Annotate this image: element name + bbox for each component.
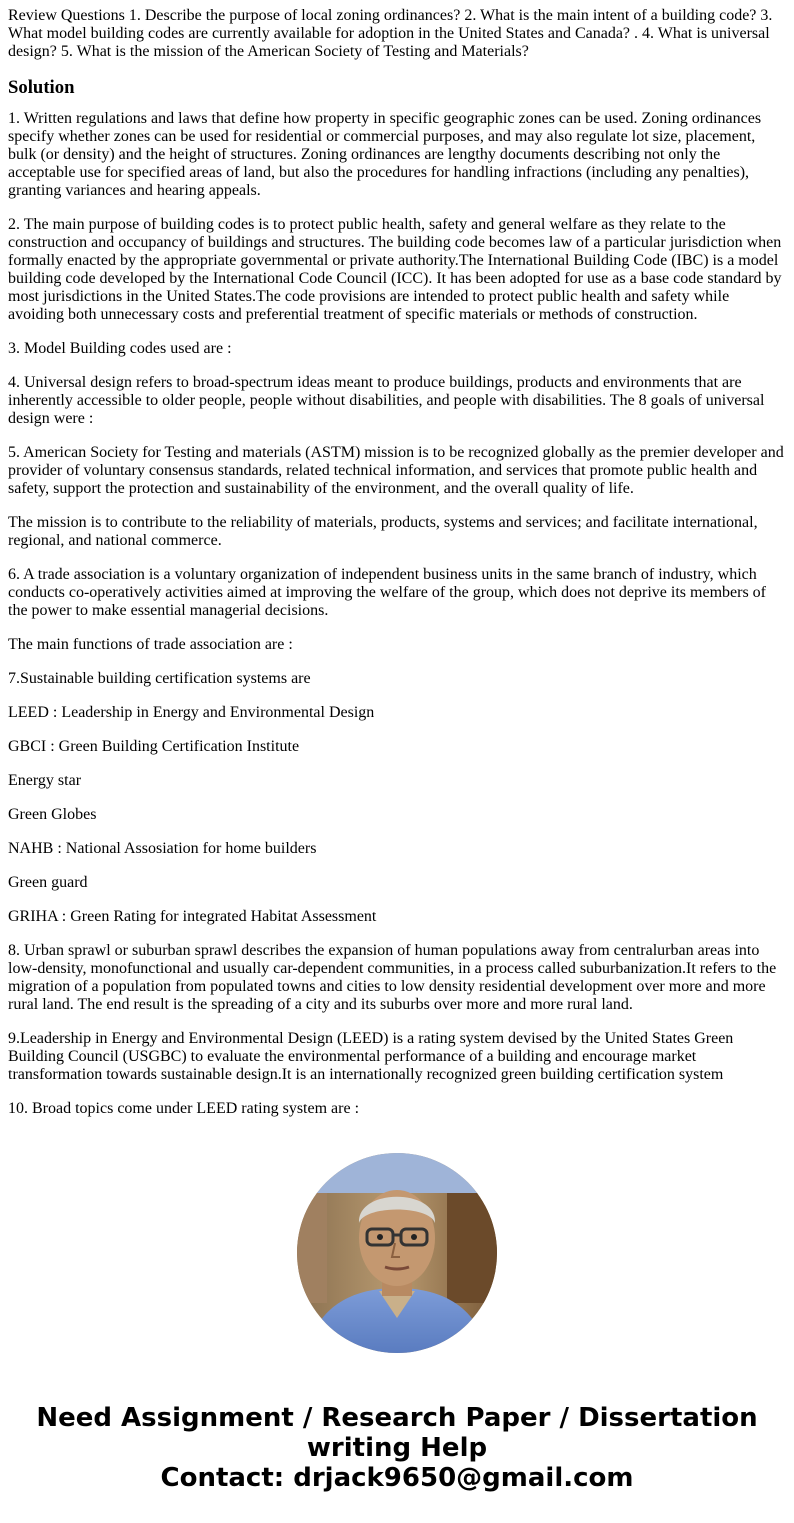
document-body bbox=[8, 7, 786, 1121]
answer-paragraph: 10. Broad topics come under LEED rating system are : bbox=[8, 1100, 360, 1117]
answer-paragraph: 9.Leadership in Energy and Environmental Design (LEED) is a rating system devised by the United States Green Building Council (USGBC) to evaluate the environmental performance of a building and encourage market transformation towards sustainable design.It is an internationally recognized green building certification system bbox=[8, 1030, 734, 1083]
answer-paragraph: The main functions of trade association are : bbox=[8, 636, 293, 653]
answer-paragraph: 8. Urban sprawl or suburban sprawl describes the expansion of human populations away from centralurban areas into low-density, monofunctional and usually car-dependent communities, in a process called suburbanization.It refers to the migration of a population from populated towns and cities to low density residential development over more and more rural land. The end result is the spreading of a city and its suburbs over more and more rural land. bbox=[8, 942, 777, 1013]
promo-footer bbox=[0, 1403, 794, 1493]
answer-paragraph: 2. The main purpose of building codes is to protect public health, safety and general welfare as they relate to the construction and occupancy of buildings and structures. The building code becomes law of a particular jurisdiction when formally enacted by the appropriate governmental or private authority.The International Building Code (IBC) is a model building code developed by the International Code Council (ICC). It has been adopted for use as a base code standard by most jurisdictions in the United States.The code provisions are intended to protect public health and safety while avoiding both unnecessary costs and preferential treatment of specific materials or methods of construction. bbox=[8, 216, 782, 323]
certification-item: GRIHA : Green Rating for integrated Habitat Assessment bbox=[8, 908, 377, 925]
answer-paragraph: 6. A trade association is a voluntary organization of independent business units in the same branch of industry, which conducts co-operatively activities aimed at improving the welfare of the group, which does not deprive its members of the power to make essential managerial decisions. bbox=[8, 566, 766, 619]
contact-email: Contact: drjack9650@gmail.com bbox=[160, 1463, 634, 1493]
answer-paragraph: 7.Sustainable building certification systems are bbox=[8, 670, 311, 687]
answer-paragraph: 3. Model Building codes used are : bbox=[8, 340, 232, 357]
solution-heading: Solution bbox=[8, 77, 75, 98]
certification-item: NAHB : National Assosiation for home builders bbox=[8, 840, 317, 857]
promo-line-2: writing Help bbox=[306, 1433, 488, 1463]
author-avatar bbox=[297, 1153, 497, 1353]
answer-paragraph: 5. American Society for Testing and materials (ASTM) mission is to be recognized globally as the premier developer and provider of voluntary consensus standards, related technical information, and services that promote public health and safety, support the protection and sustainability of the environment, and the overall quality of life. bbox=[8, 444, 784, 497]
portrait-image bbox=[297, 1153, 497, 1353]
answer-paragraph: 4. Universal design refers to broad-spectrum ideas meant to produce buildings, products and environments that are inherently accessible to older people, people without disabilities, and people with disabilities. The 8 goals of universal design were : bbox=[8, 374, 765, 427]
question-text: Review Questions 1. Describe the purpose of local zoning ordinances? 2. What is the main intent of a building code? 3. What model building codes are currently available for adoption in the United States and Canada? . 4. What is universal design? 5. What is the mission of the American Society of Testing and Materials? bbox=[8, 7, 773, 60]
certification-item: Green Globes bbox=[8, 806, 97, 823]
answer-paragraph: The mission is to contribute to the reliability of materials, products, systems and services; and facilitate international, regional, and national commerce. bbox=[8, 514, 758, 549]
certification-item: Green guard bbox=[8, 874, 88, 891]
answer-paragraph: 1. Written regulations and laws that define how property in specific geographic zones can be used. Zoning ordinances specify whether zones can be used for residential or commercial purposes, and may also regulate lot size, placement, bulk (or density) and the height of structures. Zoning ordinances are lengthy documents describing not only the acceptable use for specified areas of land, but also the procedures for handling infractions (including any penalties), granting variances and hearing appeals. bbox=[8, 110, 762, 199]
certification-item: LEED : Leadership in Energy and Environmental Design bbox=[8, 704, 375, 721]
promo-line-1: Need Assignment / Research Paper / Dissertation bbox=[36, 1403, 758, 1433]
certification-item: Energy star bbox=[8, 772, 82, 789]
certification-item: GBCI : Green Building Certification Institute bbox=[8, 738, 300, 755]
